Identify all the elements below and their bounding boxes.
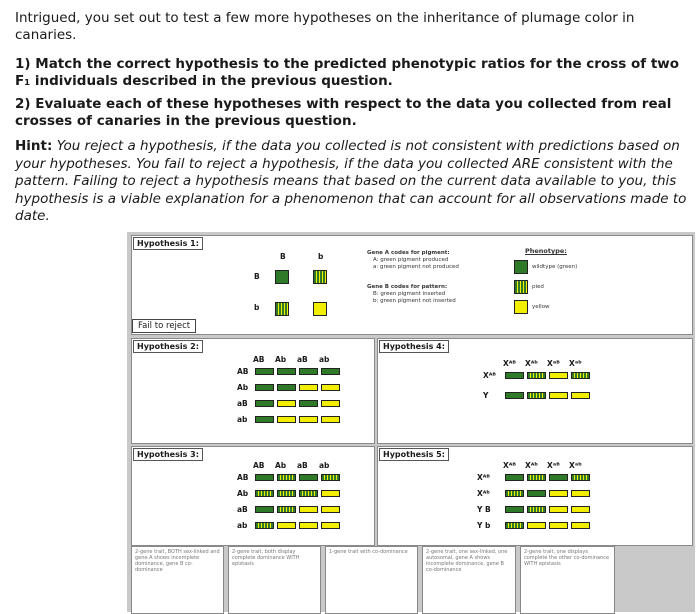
h3-cell — [277, 522, 296, 529]
h4-col-header: Xᴬᴮ — [503, 359, 517, 368]
h3-cell — [277, 474, 296, 481]
h3-col-header: Ab — [275, 461, 287, 470]
h4-cell — [571, 392, 590, 399]
h3-cell — [321, 506, 340, 513]
h3-cell — [321, 490, 340, 497]
h2-cell — [255, 416, 274, 423]
h5-col-header: Xᵃᵇ — [569, 461, 582, 470]
h2-cell — [321, 400, 340, 407]
h5-cell — [571, 490, 590, 497]
h2-row-header: AB — [237, 367, 249, 376]
h4-cell — [549, 372, 568, 379]
legend-yellow-label: yellow — [532, 304, 550, 310]
h2-cell — [299, 384, 318, 391]
h3-cell — [321, 522, 340, 529]
h3-col-header: ab — [319, 461, 330, 470]
h3-cell — [255, 506, 274, 513]
h4-cell — [505, 392, 524, 399]
h5-cell — [549, 490, 568, 497]
h1-cell-green — [275, 270, 289, 284]
h5-col-header: Xᴬᵇ — [525, 461, 539, 470]
h3-row-header: ab — [237, 521, 248, 530]
hint-label: Hint: — [15, 138, 53, 154]
h2-cell — [277, 384, 296, 391]
hypothesis-3-title: Hypothesis 3: — [133, 448, 203, 461]
h5-cell — [571, 506, 590, 513]
legend-pied-label: pied — [532, 284, 544, 290]
h5-col-header: Xᴬᴮ — [503, 461, 517, 470]
option-text-3: 1-gene trait with co-dominance — [329, 549, 408, 555]
h3-col-header: AB — [253, 461, 265, 470]
h5-cell — [571, 522, 590, 529]
h3-row-header: Ab — [237, 489, 249, 498]
h2-cell — [321, 416, 340, 423]
h5-cell — [505, 490, 524, 497]
h2-cell — [255, 368, 274, 375]
h3-cell — [277, 490, 296, 497]
h3-cell — [255, 490, 274, 497]
h3-cell — [277, 506, 296, 513]
gene-a-title: Gene A codes for pigment: — [367, 250, 450, 256]
h1-cell-yellow — [313, 302, 327, 316]
h4-cell — [549, 392, 568, 399]
h5-cell — [527, 490, 546, 497]
h5-row-header: Y b — [477, 521, 491, 530]
hypothesis-4-panel — [377, 338, 693, 444]
h1-cell-pied — [275, 302, 289, 316]
hypothesis-2-panel — [131, 338, 375, 444]
h5-col-header: Xᵃᴮ — [547, 461, 560, 470]
h4-cell — [527, 392, 546, 399]
hypothesis-4-title: Hypothesis 4: — [379, 340, 449, 353]
h2-row-header: Ab — [237, 383, 249, 392]
h5-cell — [527, 474, 546, 481]
h2-cell — [255, 384, 274, 391]
h4-row-header: Y — [483, 391, 489, 400]
h2-cell — [255, 400, 274, 407]
h3-row-header: aB — [237, 505, 248, 514]
h5-cell — [571, 474, 590, 481]
hint-body: You reject a hypothesis, if the data you collected is not consistent with predictions based on your hypotheses. You fail to reject a hypothesis, if the data you collected ARE consistent with the pattern. Failing to reject a hypothesis means that based on the current data available to you, this hypothesis is a viable explanation for a phenomenon that can account for all observations made to date. — [15, 138, 687, 225]
option-box-3[interactable] — [325, 546, 418, 614]
option-box-1[interactable] — [131, 546, 224, 614]
h3-cell — [255, 522, 274, 529]
h4-cell — [571, 372, 590, 379]
phenotypes-title: Phenotype: — [525, 247, 567, 255]
question-1: 1) Match the correct hypothesis to the predicted phenotypic ratios for the cross of two F₁ individuals described in the previous question. — [15, 56, 680, 89]
h3-cell — [299, 506, 318, 513]
h2-cell — [299, 416, 318, 423]
hint-text — [15, 138, 695, 226]
h5-cell — [549, 522, 568, 529]
question-2: 2) Evaluate each of these hypotheses with respect to the data you collected from real crosses of canaries in the previous question. — [15, 96, 672, 129]
h2-cell — [299, 400, 318, 407]
h2-cell — [277, 368, 296, 375]
h3-cell — [299, 474, 318, 481]
h2-col-header: aB — [297, 355, 308, 364]
h1-row-B: B — [254, 272, 260, 281]
hypothesis-2-title: Hypothesis 2: — [133, 340, 203, 353]
h2-row-header: aB — [237, 399, 248, 408]
h5-cell — [505, 522, 524, 529]
h4-row-header: Xᴬᴮ — [483, 371, 497, 380]
option-text-1: 2-gene trait, BOTH sex-linked and gene A shows incomplete dominance, gene B co-dominance — [135, 549, 220, 573]
h5-cell — [527, 506, 546, 513]
gene-b-1: B: green pigment inserted — [373, 291, 446, 297]
gene-a-1: A: green pigment produced — [373, 257, 449, 263]
option-text-5: 2-gene trait, one displays complete the other co-dominance WITH epistasis — [524, 549, 610, 567]
option-box-4[interactable] — [422, 546, 516, 614]
h4-cell — [527, 372, 546, 379]
h5-row-header: Xᴬᵇ — [477, 489, 491, 498]
h1-cell-pied — [313, 270, 327, 284]
h5-cell — [505, 506, 524, 513]
h4-cell — [505, 372, 524, 379]
legend-wildtype: wildtype (green) — [532, 264, 578, 270]
h2-row-header: ab — [237, 415, 248, 424]
h3-row-header: AB — [237, 473, 249, 482]
legend-pied — [514, 280, 528, 294]
h5-cell — [527, 522, 546, 529]
h3-col-header: aB — [297, 461, 308, 470]
h1-row-b: b — [254, 303, 260, 312]
h4-col-header: Xᴬᵇ — [525, 359, 539, 368]
h5-cell — [549, 474, 568, 481]
h3-cell — [321, 474, 340, 481]
h2-col-header: AB — [253, 355, 265, 364]
h2-cell — [321, 368, 340, 375]
h2-col-header: ab — [319, 355, 330, 364]
option-box-2[interactable] — [228, 546, 321, 614]
h5-cell — [549, 506, 568, 513]
gene-a-2: a: green pigment not produced — [373, 264, 459, 270]
fail-to-reject-label[interactable]: Fail to reject — [132, 319, 196, 333]
hypothesis-1-title: Hypothesis 1: — [133, 237, 203, 250]
h4-col-header: Xᵃᵇ — [569, 359, 582, 368]
legend-green — [514, 260, 528, 274]
h1-col-B: B — [280, 252, 286, 261]
option-box-5[interactable] — [520, 546, 615, 614]
option-text-2: 2-gene trait, both display complete dominance WITH epistasis — [232, 549, 300, 567]
h3-cell — [255, 474, 274, 481]
legend-yellow — [514, 300, 528, 314]
h1-col-b: b — [318, 252, 324, 261]
option-text-4: 2-gene trait, one sex-linked, one autosomal, gene A shows incomplete dominance, gene B co-dominance — [426, 549, 508, 573]
h3-cell — [299, 490, 318, 497]
hypothesis-5-title: Hypothesis 5: — [379, 448, 449, 461]
h4-col-header: Xᵃᴮ — [547, 359, 560, 368]
h2-cell — [277, 400, 296, 407]
h5-row-header: Xᴬᴮ — [477, 473, 491, 482]
intro-text: Intrigued, you set out to test a few more hypotheses on the inheritance of plumage color in canaries. — [15, 10, 635, 43]
gene-b-2: b: green pigment not inserted — [373, 298, 456, 304]
h2-cell — [299, 368, 318, 375]
h5-row-header: Y B — [477, 505, 491, 514]
gene-b-title: Gene B codes for pattern: — [367, 284, 448, 290]
h2-cell — [321, 384, 340, 391]
h5-cell — [505, 474, 524, 481]
h2-col-header: Ab — [275, 355, 287, 364]
h2-cell — [277, 416, 296, 423]
h3-cell — [299, 522, 318, 529]
